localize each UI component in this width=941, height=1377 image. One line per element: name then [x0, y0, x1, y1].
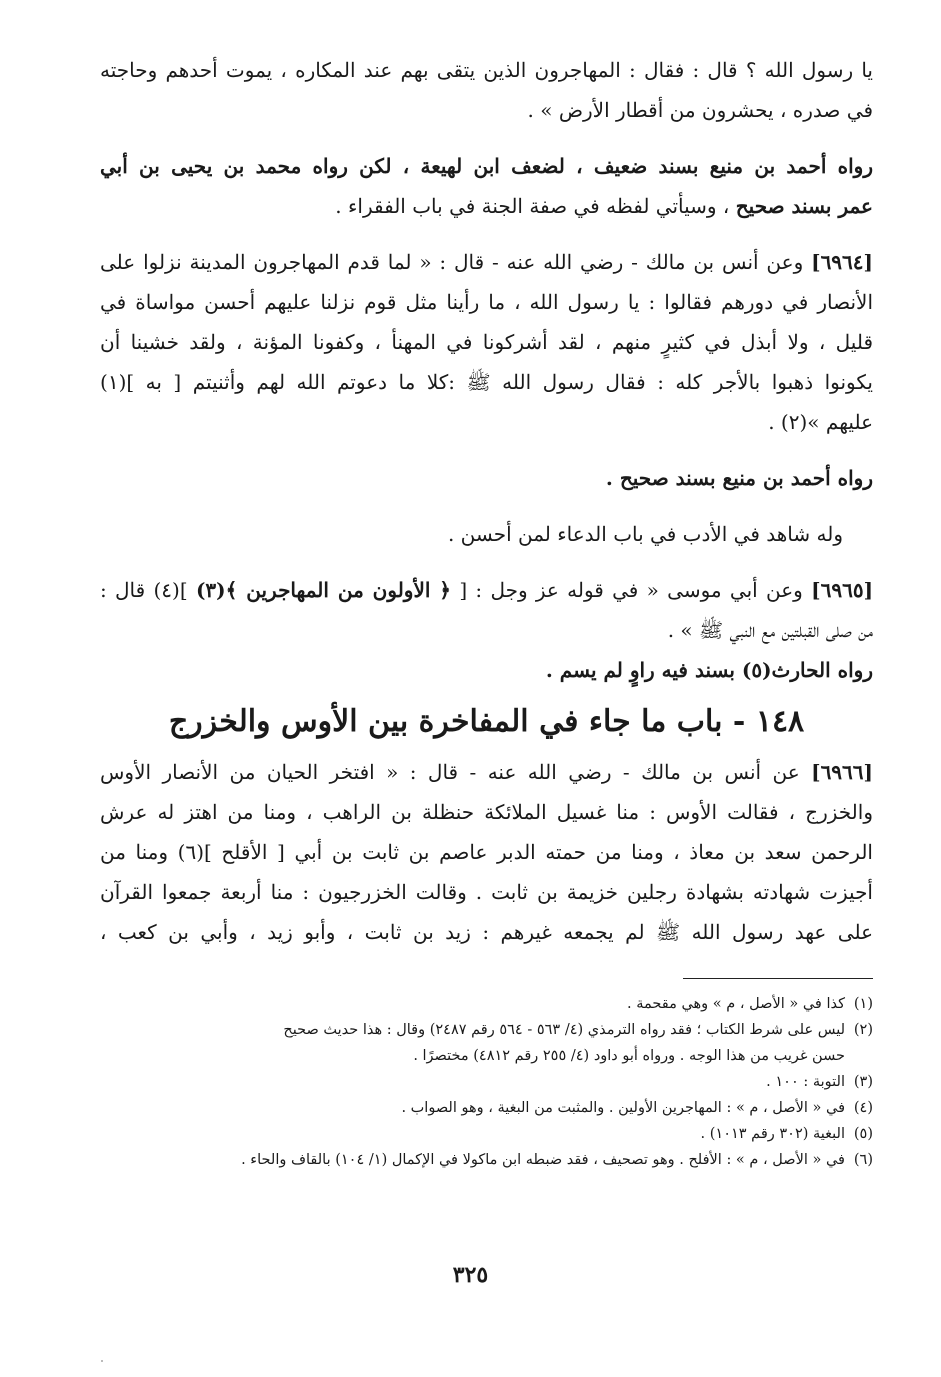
footnote-marker: (٣)	[853, 1074, 873, 1090]
footnote	[100, 1095, 873, 1121]
attribution-line: رواه أحمد بن منيع بسند ضعيف ، لضعف ابن لهيعة ، لكن رواه محمد بن يحيى بن أبي	[100, 154, 873, 178]
scan-speck	[101, 1360, 103, 1362]
hadith-number: [٦٩٦٥]	[811, 578, 873, 602]
footnote-text: في « الأصل ، م » : المهاجرين الأولين . والمثبت من البغية ، وهو الصواب .	[401, 1100, 845, 1116]
text-line: من صلى القبلتين مع النبي ﷺ » .	[667, 618, 873, 642]
footnote-text: التوبة : ١٠٠ .	[766, 1074, 845, 1090]
quran-verse: ﴿ الأولون من المهاجرين ﴾(٣)	[195, 578, 452, 602]
text-line: في صدره ، يحشرون من أقطار الأرض » .	[527, 98, 873, 122]
attribution-line: رواه الحارث(٥) بسند فيه راوٍ لم يسم .	[545, 658, 873, 682]
attribution-rest: ، وسيأتي لفظه في صفة الجنة في باب الفقراء .	[335, 194, 730, 218]
footnote-marker: (٦)	[853, 1152, 873, 1168]
text-line: الرحمن سعد بن معاذ ، ومنا من حمته الدبر عاصم بن ثابت بن أبي [ الأقلح ](٦) ومنا من	[100, 840, 873, 864]
hadith-6964-line	[100, 242, 873, 282]
footnote-text: البغية (٣٠٢ رقم ١٠١٣) .	[700, 1126, 845, 1142]
text-line: وله شاهد في الأدب في باب الدعاء لمن أحسن .	[447, 522, 843, 546]
hadith-text: وعن أبي موسى « في قوله عز وجل : [	[459, 578, 803, 602]
hadith-text: ](٤) قال :	[100, 578, 188, 602]
chapter-heading: ١٤٨ - باب ما جاء في المفاخرة بين الأوس والخزرج	[168, 704, 805, 739]
hadith-text: وعن أنس بن مالك - رضي الله عنه - قال : « لما قدم المهاجرون المدينة نزلوا على	[100, 250, 804, 274]
attribution-bold: عمر بسند صحيح	[735, 194, 873, 218]
footnote	[100, 1017, 873, 1043]
hadith-6965-line	[100, 570, 873, 610]
attribution-line	[100, 186, 873, 226]
text-line: على عهد رسول الله ﷺ لم يجمعه غيرهم : زيد بن ثابت ، وأبو زيد ، وأبي بن كعب ،	[100, 920, 873, 944]
footnote-marker: (٢)	[853, 1022, 873, 1038]
hadith-text: عن أنس بن مالك - رضي الله عنه - قال : « افتخر الحيان من الأنصار الأوس	[100, 760, 800, 784]
text-line: يا رسول الله ؟ قال : فقال : المهاجرون الذين يتقى بهم عند المكاره ، يموت أحدهم وحاجته	[100, 58, 873, 82]
footnote-text: حسن غريب من هذا الوجه . ورواه أبو داود (٤/ ٢٥٥ رقم ٤٨١٢) مختصرًا .	[413, 1048, 845, 1064]
text-line: يكونوا ذهبوا بالأجر كله : فقال رسول الله ﷺ :كلا ما دعوتم الله لهم وأثنيتم [ به ](١)	[100, 370, 873, 394]
page-body	[100, 50, 873, 1173]
footnote-continuation	[100, 1043, 873, 1069]
footnote	[100, 1121, 873, 1147]
text-line: الأنصار في دورهم فقالوا : يا رسول الله ، ما رأينا مثل قوم نزلنا عليهم أحسن مواساة في	[100, 290, 873, 314]
text-line: قليل ، ولا أبذل في كثيرٍ منهم ، لقد أشركونا في المهنأ ، وكفونا المؤنة ، ولقد خشينا أن	[100, 330, 873, 354]
footnote	[100, 991, 873, 1017]
text-line: والخزرج ، فقالت الأوس : منا غسيل الملائكة حنظلة بن الراهب ، ومنا من اهتز له عرش	[100, 800, 873, 824]
footnote	[100, 1069, 873, 1095]
attribution-line: رواه أحمد بن منيع بسند صحيح .	[605, 466, 873, 490]
footnote-marker: (١)	[853, 996, 873, 1012]
page-number: ٣٢٥	[452, 1262, 489, 1288]
hadith-6966-line	[100, 752, 873, 792]
footnote-text: كذا في « الأصل ، م » وهي مقحمة .	[627, 996, 845, 1012]
footnote-text: ليس على شرط الكتاب ؛ فقد رواه الترمذي (٤/ ٥٦٣ - ٥٦٤ رقم ٢٤٨٧) وقال : هذا حديث صحيح	[283, 1022, 845, 1038]
text-line: أجيزت شهادته بشهادة رجلين خزيمة بن ثابت . وقالت الخزرجيون : منا أربعة جمعوا القرآن	[100, 880, 873, 904]
hadith-number: [٦٩٦٦]	[811, 760, 873, 784]
text-line: عليهم »(٢) .	[768, 410, 873, 434]
footnote-separator	[683, 978, 873, 979]
hadith-number: [٦٩٦٤]	[811, 250, 873, 274]
footnote-marker: (٥)	[853, 1126, 873, 1142]
footnote-marker: (٤)	[853, 1100, 873, 1116]
footnote	[100, 1147, 873, 1173]
footnote-text: في « الأصل ، م » : الأفلح . وهو تصحيف ، فقد ضبطه ابن ماكولا في الإكمال (١/ ١٠٤) بالقاف والحاء .	[241, 1152, 845, 1168]
